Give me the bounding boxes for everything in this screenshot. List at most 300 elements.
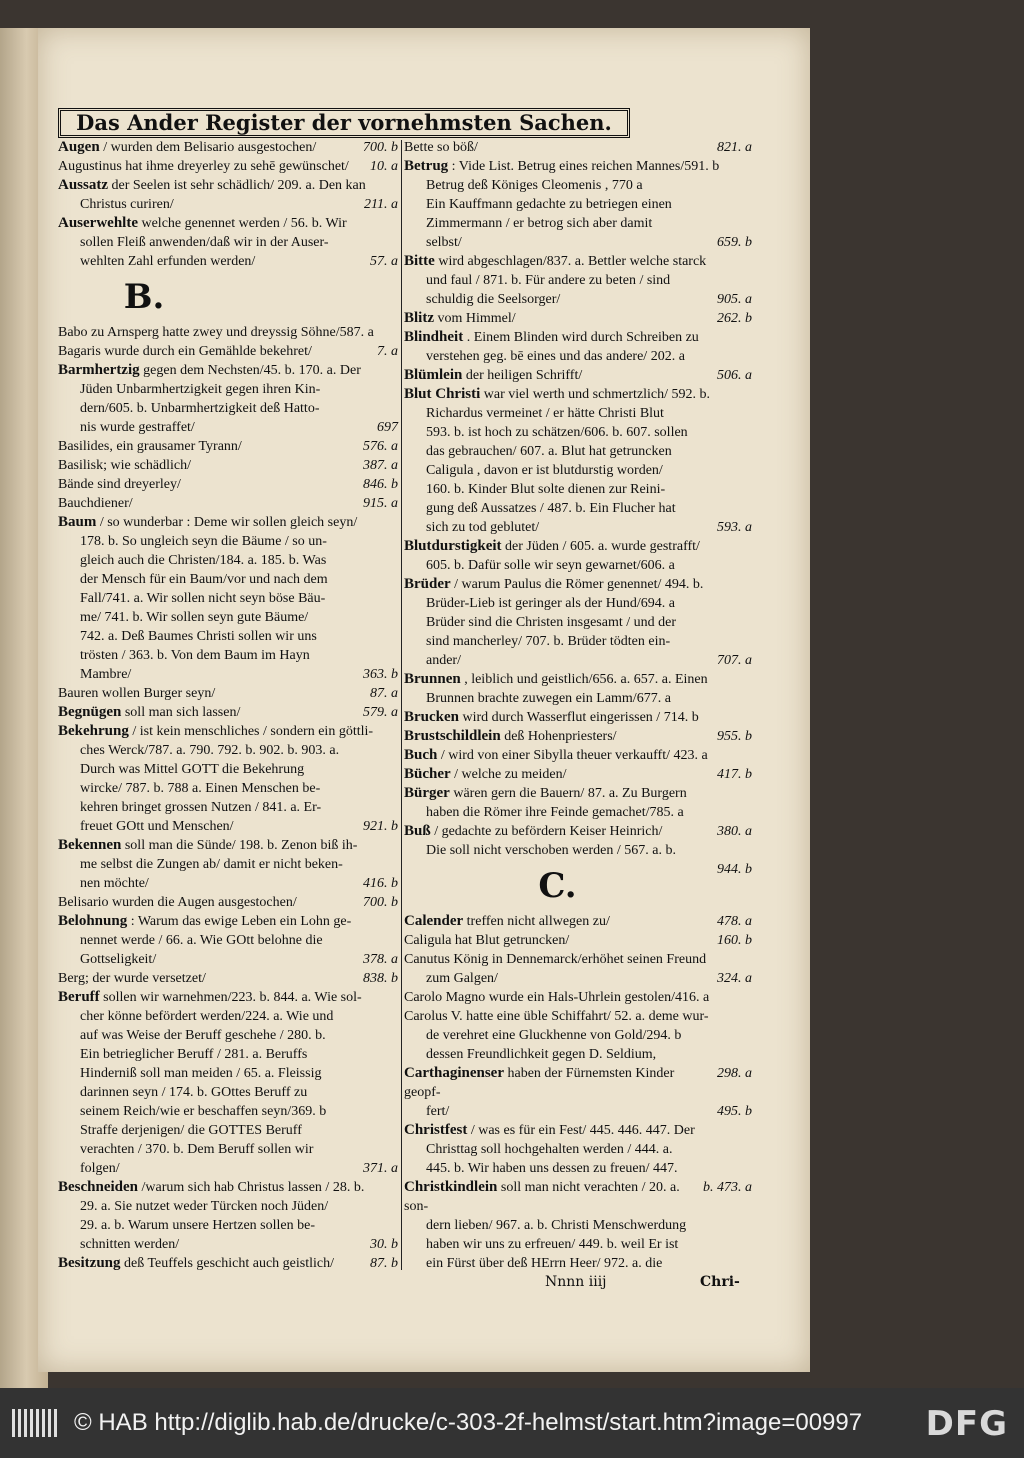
entry-text: / welche zu meiden/ [450, 767, 567, 782]
entry-text: war viel werth und schmertzlich/ 592. b. [480, 387, 711, 402]
index-entry [404, 347, 754, 366]
index-entry [58, 475, 400, 494]
index-entry [404, 1064, 754, 1102]
index-entry [58, 1026, 400, 1045]
index-entry [404, 499, 754, 518]
entry-keyword: Christfest [404, 1122, 468, 1138]
index-entry [404, 784, 754, 803]
entry-text: Caligula , davon er ist blutdurstig worden/ [426, 463, 663, 478]
entry-keyword: Bitte [404, 253, 435, 269]
entry-text: / warum Paulus die Römer genennet/ 494. b. [450, 577, 704, 592]
entry-text: wird durch Wasserflut eingerissen / 714. b [459, 710, 699, 725]
entry-text: fert/ [426, 1104, 450, 1119]
index-entry [58, 342, 400, 361]
entry-text: soll man nicht verachten / 20. a. son- [404, 1180, 680, 1214]
index-entry [58, 874, 400, 893]
index-entry [404, 746, 754, 765]
index-entry [58, 665, 400, 684]
index-entry [404, 195, 754, 214]
entry-text: /warum sich hab Christus lassen / 28. b. [138, 1180, 365, 1195]
entry-text: sollen wir warnehmen/223. b. 844. a. Wie sol- [99, 990, 362, 1005]
index-entry [58, 855, 400, 874]
page-reference: 921. b [363, 819, 398, 834]
index-entry [58, 323, 400, 342]
entry-text: nis wurde gestraffet/ [80, 420, 195, 435]
entry-text: wird abgeschlagen/837. a. Bettler welche starck [434, 254, 707, 269]
index-entry [58, 418, 400, 437]
page-reference: 363. b [363, 667, 398, 682]
page-reference: 593. a [717, 520, 752, 535]
index-entry [58, 893, 400, 912]
index-entry [58, 195, 400, 214]
index-entry [58, 1102, 400, 1121]
index-entry [58, 1140, 400, 1159]
entry-text: 742. a. Deß Baumes Christi sollen wir uns [80, 629, 317, 644]
entry-text: treffen nicht allwegen zu/ [463, 914, 610, 929]
entry-keyword: Christkindlein [404, 1179, 498, 1195]
index-entry [58, 1045, 400, 1064]
entry-text: wircke/ 787. b. 788 a. Einen Menschen be- [80, 781, 321, 796]
entry-text: Belisario wurden die Augen ausgestochen/ [58, 895, 297, 910]
index-entry [58, 1064, 400, 1083]
entry-text: haben die Römer ihre Feinde gemachet/785. a [426, 805, 684, 820]
page-reference: 417. b [717, 767, 752, 782]
entry-text: Die soll nicht verschoben werden / 567. a. b. [426, 843, 676, 858]
page-reference: 700. b [363, 895, 398, 910]
entry-text: me selbst die Zungen ab/ damit er nicht beken- [80, 857, 343, 872]
index-entry [58, 608, 400, 627]
index-entry [404, 537, 754, 556]
entry-text: / so wunderbar : Deme wir sollen gleich seyn/ [96, 515, 358, 530]
index-entry [58, 627, 400, 646]
entry-keyword: Brunnen [404, 671, 461, 687]
library-logo-icon [10, 1405, 60, 1441]
entry-keyword: Brustschildlein [404, 728, 501, 744]
entry-text: : Warum das ewige Leben ein Lohn ge- [127, 914, 352, 929]
index-entry [58, 437, 400, 456]
index-entry [404, 689, 754, 708]
entry-text: Bauchdiener/ [58, 496, 133, 511]
index-entry [404, 556, 754, 575]
index-entry [404, 233, 754, 252]
entry-text: Jüden Unbarmhertzigkeit gegen ihren Kin- [80, 382, 321, 397]
entry-text: deß Teuffels geschicht auch geistlich/ [120, 1256, 335, 1271]
entry-text: zum Galgen/ [426, 971, 498, 986]
index-entry [404, 670, 754, 689]
page-reference: b. 473. a [703, 1180, 752, 1195]
index-entry [58, 779, 400, 798]
entry-text: soll man sich lassen/ [121, 705, 241, 720]
entry-text: kehren bringet grossen Nutzen / 841. a. Er- [80, 800, 322, 815]
entry-text: / ist kein menschliches / sondern ein göttli- [128, 724, 374, 739]
entry-text: Straffe derjenigen/ die GOTTES Beruff [80, 1123, 302, 1138]
entry-text: cher könne befördert werden/224. a. Wie und [80, 1009, 334, 1024]
index-entry [404, 1045, 754, 1064]
entry-text: Betrug deß Königes Cleomenis , 770 a [426, 178, 643, 193]
index-entry [404, 1159, 754, 1178]
entry-keyword: Carthaginenser [404, 1065, 504, 1081]
entry-text: Richardus vermeinet / er hätte Christi Blut [426, 406, 664, 421]
entry-text: welche genennet werden / 56. b. Wir [137, 216, 347, 231]
page-reference: 905. a [717, 292, 752, 307]
entry-text: Bände sind dreyerley/ [58, 477, 181, 492]
entry-text: : Vide List. Betrug eines reichen Mannes/591. b [448, 159, 720, 174]
index-entry [404, 1254, 754, 1272]
page-reference: 10. a [370, 159, 398, 174]
entry-text: Hinderniß soll man meiden / 65. a. Fleissig [80, 1066, 322, 1081]
index-entry [58, 252, 400, 271]
entry-text: sind mancherley/ 707. b. Brüder tödten ein- [426, 634, 671, 649]
index-entry [404, 404, 754, 423]
entry-text: ches Werck/787. a. 790. 792. b. 902. b. 903. a. [80, 743, 340, 758]
column-divider [401, 140, 402, 1270]
index-entry [58, 380, 400, 399]
index-entry [58, 570, 400, 589]
index-entry [404, 176, 754, 195]
section-letter: B. [123, 277, 165, 317]
page-reference: 944. b [717, 862, 752, 877]
entry-text: Gottseligkeit/ [80, 952, 157, 967]
entry-text: 29. a. b. Warum unsere Hertzen sollen be- [80, 1218, 315, 1233]
entry-text: verstehen geg. bē eines und das andere/ 202. a [426, 349, 685, 364]
index-entry [58, 1235, 400, 1254]
entry-keyword: Bücher [404, 766, 451, 782]
index-entry [404, 594, 754, 613]
index-entry [404, 309, 754, 328]
entry-keyword: Bekennen [58, 837, 122, 853]
index-entry [58, 1197, 400, 1216]
index-entry [58, 1083, 400, 1102]
entry-keyword: Blindheit [404, 329, 464, 345]
page-header-title: Das Ander Register der vornehmsten Sachen. [58, 108, 630, 138]
entry-text: 160. b. Kinder Blut solte dienen zur Reini- [426, 482, 666, 497]
entry-text: Bauren wollen Burger seyn/ [58, 686, 216, 701]
page-reference: 298. a [717, 1066, 752, 1081]
entry-text: folgen/ [80, 1161, 120, 1176]
index-entry [404, 328, 754, 347]
index-entry [404, 912, 754, 931]
index-entry [404, 969, 754, 988]
section-letter: C. [538, 866, 577, 906]
entry-keyword: Bürger [404, 785, 450, 801]
index-entry [404, 461, 754, 480]
entry-keyword: Blitz [404, 310, 434, 326]
entry-text: Brunnen brachte zuwegen ein Lamm/677. a [426, 691, 671, 706]
index-entry [404, 1007, 754, 1026]
page-reference: 160. b [717, 933, 752, 948]
left-index-column [58, 138, 400, 1272]
entry-text: 605. b. Dafür solle wir seyn gewarnet/606. a [426, 558, 675, 573]
entry-keyword: Blümlein [404, 367, 463, 383]
entry-text: haben wir uns zu erfreuen/ 449. b. weil Er ist [426, 1237, 679, 1252]
page-reference: 7. a [377, 344, 398, 359]
page-reference: 495. b [717, 1104, 752, 1119]
entry-text: soll man die Sünde/ 198. b. Zenon biß ih- [121, 838, 358, 853]
page-reference: 955. b [717, 729, 752, 744]
entry-text: Christtag soll hochgehalten werden / 444. a. [426, 1142, 673, 1157]
page-reference: 915. a [363, 496, 398, 511]
entry-keyword: Barmhertzig [58, 362, 140, 378]
page-reference: 579. a [363, 705, 398, 720]
entry-text: Bagaris wurde durch ein Gemählde bekehret/ [58, 344, 312, 359]
catchword: Chri- [700, 1274, 740, 1290]
page-reference: 846. b [363, 477, 398, 492]
entry-text: Ein Kauffmann gedachte zu betriegen einen [426, 197, 672, 212]
entry-text: Babo zu Arnsperg hatte zwey und dreyssig Söhne/587. a [58, 325, 374, 340]
index-entry [58, 646, 400, 665]
entry-text: 593. b. ist hoch zu schätzen/606. b. 607. sollen [426, 425, 688, 440]
page-reference: 324. a [717, 971, 752, 986]
entry-text: Bette so böß/ [404, 140, 478, 155]
page-reference: 478. a [717, 914, 752, 929]
entry-text: dern/605. b. Unbarmhertzigkeit deß Hatto- [80, 401, 320, 416]
index-entry [404, 765, 754, 784]
index-entry [58, 722, 400, 741]
entry-keyword: Brucken [404, 709, 460, 725]
index-entry [58, 1007, 400, 1026]
entry-keyword: Besitzung [58, 1255, 121, 1271]
index-entry [58, 798, 400, 817]
entry-keyword: Blut Christi [404, 386, 481, 402]
index-entry [404, 214, 754, 233]
index-entry [404, 613, 754, 632]
entry-text: sollen Fleiß anwenden/daß wir in der Auser- [80, 235, 329, 250]
index-entry [58, 214, 400, 233]
index-entry [58, 1216, 400, 1235]
entry-text: me/ 741. b. Wir sollen seyn gute Bäume/ [80, 610, 309, 625]
signature-mark: Nnnn iiij [545, 1274, 607, 1290]
index-entry [58, 456, 400, 475]
entry-text: der heiligen Schrifft/ [462, 368, 583, 383]
index-entry [404, 1026, 754, 1045]
entry-text: Carolus V. hatte eine üble Schiffahrt/ 52. a. deme wur- [404, 1009, 709, 1024]
index-entry [404, 632, 754, 651]
entry-text: Augustinus hat ihme dreyerley zu sehē gewünschet/ [58, 159, 349, 174]
entry-text: / was es für ein Fest/ 445. 446. 447. Der [467, 1123, 695, 1138]
index-entry [58, 176, 400, 195]
entry-text: . Einem Blinden wird durch Schreiben zu [463, 330, 699, 345]
entry-text: de verehret eine Gluckhenne von Gold/294. b [426, 1028, 682, 1043]
page-reference: 211. a [364, 197, 398, 212]
entry-text: verachten / 370. b. Dem Beruff sollen wir [80, 1142, 314, 1157]
index-entry [404, 1235, 754, 1254]
entry-keyword: Aussatz [58, 177, 109, 193]
index-entry [58, 1159, 400, 1178]
right-index-column [404, 138, 754, 1272]
index-entry [58, 988, 400, 1007]
entry-text: dern lieben/ 967. a. b. Christi Menschwerdung [426, 1218, 687, 1233]
entry-text: wehlten Zahl erfunden werden/ [80, 254, 256, 269]
entry-text: Christus curiren/ [80, 197, 174, 212]
entry-text: , leiblich und geistlich/656. a. 657. a. Einen [460, 672, 708, 687]
index-entry [58, 589, 400, 608]
page-reference: 576. a [363, 439, 398, 454]
footer-bar [0, 1388, 1024, 1458]
entry-text: 178. b. So ungleich seyn die Bäume / so un- [80, 534, 327, 549]
entry-keyword: Betrug [404, 158, 449, 174]
entry-keyword: Baum [58, 514, 97, 530]
index-entry [58, 969, 400, 988]
dfg-logo: DFG [925, 1404, 1008, 1444]
page-reference: 707. a [717, 653, 752, 668]
index-entry [58, 494, 400, 513]
entry-keyword: Calender [404, 913, 464, 929]
entry-text: schuldig die Seelsorger/ [426, 292, 561, 307]
entry-text: gleich auch die Christen/184. a. 185. b. Was [80, 553, 327, 568]
index-entry [404, 1102, 754, 1121]
index-entry [404, 366, 754, 385]
index-entry [58, 817, 400, 836]
entry-text: ander/ [426, 653, 461, 668]
index-entry [404, 727, 754, 746]
index-entry [404, 931, 754, 950]
index-entry [58, 760, 400, 779]
entry-text: Zimmermann / er betrog sich aber damit [426, 216, 653, 231]
entry-text: freuet GOtt und Menschen/ [80, 819, 234, 834]
entry-keyword: Beschneiden [58, 1179, 139, 1195]
index-entry [58, 233, 400, 252]
index-entry [58, 1178, 400, 1197]
index-entry [404, 271, 754, 290]
index-entry [404, 385, 754, 404]
entry-text: 29. a. Sie nutzet weder Türcken noch Jüden/ [80, 1199, 329, 1214]
index-entry [58, 836, 400, 855]
page-reference: 87. b [370, 1256, 398, 1271]
entry-text: Carolo Magno wurde ein Hals-Uhrlein gestolen/416. a [404, 990, 710, 1005]
entry-text: Caligula hat Blut getruncken/ [404, 933, 570, 948]
page-reference: 659. b [717, 235, 752, 250]
index-entry [58, 532, 400, 551]
index-entry [58, 684, 400, 703]
entry-text: 445. b. Wir haben uns dessen zu freuen/ 447. [426, 1161, 678, 1176]
index-entry [58, 912, 400, 931]
entry-text: Durch was Mittel GOTT die Bekehrung [80, 762, 305, 777]
index-entry [58, 361, 400, 380]
entry-text: / wurden dem Belisario ausgestochen/ [99, 140, 317, 155]
index-entry [58, 157, 400, 176]
entry-text: Mambre/ [80, 667, 132, 682]
entry-text: gegen dem Nechsten/45. b. 170. a. Der [139, 363, 361, 378]
index-entry [58, 399, 400, 418]
index-entry [58, 741, 400, 760]
entry-keyword: Augen [58, 139, 100, 155]
entry-keyword: Brüder [404, 576, 451, 592]
index-entry [58, 1121, 400, 1140]
entry-keyword: Buch [404, 747, 438, 763]
entry-text: Basilisk; wie schädlich/ [58, 458, 191, 473]
entry-text: gung deß Aussatzes / 487. b. Ein Flucher hat [426, 501, 676, 516]
index-entry [404, 988, 754, 1007]
page-reference: 30. b [370, 1237, 398, 1252]
index-entry [404, 1121, 754, 1140]
index-entry [58, 703, 400, 722]
entry-text: und faul / 871. b. Für andere zu beten / sind [426, 273, 671, 288]
copyright-url-text[interactable]: © HAB http://diglib.hab.de/drucke/c-303-2f-helmst/start.htm?image=00997 [74, 1409, 863, 1436]
entry-text: Ein betrieglicher Beruff / 281. a. Beruffs [80, 1047, 308, 1062]
entry-text: der Mensch für ein Baum/vor und nach dem [80, 572, 328, 587]
entry-text: nen möchte/ [80, 876, 149, 891]
entry-text: darinnen seyn / 174. b. GOttes Beruff zu [80, 1085, 308, 1100]
entry-text: schnitten werden/ [80, 1237, 180, 1252]
entry-text: der Jüden / 605. a. wurde gestrafft/ [501, 539, 700, 554]
index-entry [404, 950, 754, 969]
page-reference: 87. a [370, 686, 398, 701]
entry-text: trösten / 363. b. Von dem Baum im Hayn [80, 648, 310, 663]
index-entry [404, 290, 754, 309]
entry-text: Fall/741. a. Wir sollen nicht seyn böse Bäu- [80, 591, 326, 606]
entry-text: Brüder sind die Christen insgesamt / und der [426, 615, 677, 630]
page-reference: 700. b [363, 140, 398, 155]
page-reference: 380. a [717, 824, 752, 839]
entry-text: der Seelen ist sehr schädlich/ 209. a. Den kan [108, 178, 366, 193]
index-entry [404, 1178, 754, 1216]
entry-text: haben der Fürnemsten Kinder geopf- [404, 1066, 675, 1100]
index-entry [58, 931, 400, 950]
entry-text: / gedachte zu befördern Keiser Heinrich/ [430, 824, 663, 839]
index-entry [404, 252, 754, 271]
entry-text: Brüder-Lieb ist geringer als der Hund/694. a [426, 596, 675, 611]
index-entry [404, 708, 754, 727]
entry-text: vom Himmel/ [434, 311, 516, 326]
entry-text: Basilides, ein grausamer Tyrann/ [58, 439, 242, 454]
entry-text: wären gern die Bauern/ 87. a. Zu Burgern [449, 786, 687, 801]
entry-keyword: Bekehrung [58, 723, 129, 739]
page-reference: 57. a [370, 254, 398, 269]
entry-keyword: Blutdurstigkeit [404, 538, 502, 554]
entry-text: das gebrauchen/ 607. a. Blut hat getruncken [426, 444, 672, 459]
entry-keyword: Belohnung [58, 913, 128, 929]
index-entry [404, 822, 754, 841]
entry-text: nennet werde / 66. a. Wie GOtt belohne die [80, 933, 323, 948]
entry-keyword: Begnügen [58, 704, 122, 720]
entry-text: / wird von einer Sibylla theuer verkaufft/ 423. a [437, 748, 708, 763]
entry-keyword: Beruff [58, 989, 100, 1005]
index-entry [404, 803, 754, 822]
page-reference: 262. b [717, 311, 752, 326]
entry-keyword: Auserwehlte [58, 215, 138, 231]
index-entry [58, 1254, 400, 1272]
index-entry [58, 950, 400, 969]
entry-text: ein Fürst über deß HErrn Heer/ 972. a. die [426, 1256, 663, 1271]
index-entry [58, 551, 400, 570]
page-reference: 378. a [363, 952, 398, 967]
index-entry [404, 157, 754, 176]
entry-text: dessen Freundlichkeit gegen D. Seldium, [426, 1047, 657, 1062]
entry-text: seinem Reich/wie er beschaffen seyn/369. b [80, 1104, 327, 1119]
index-entry [404, 1140, 754, 1159]
page-reference: 506. a [717, 368, 752, 383]
index-entry [404, 575, 754, 594]
entry-text: sich zu tod geblutet/ [426, 520, 540, 535]
page-reference: 371. a [363, 1161, 398, 1176]
index-entry [404, 1216, 754, 1235]
entry-text: Canutus König in Dennemarck/erhöhet seinen Freund [404, 952, 707, 967]
index-entry [404, 518, 754, 537]
page-reference: 416. b [363, 876, 398, 891]
index-entry [404, 423, 754, 442]
index-entry [58, 513, 400, 532]
index-entry [404, 480, 754, 499]
page-reference: 387. a [363, 458, 398, 473]
index-entry [404, 138, 754, 157]
page-reference: 821. a [717, 140, 752, 155]
index-entry [404, 841, 754, 860]
entry-text: selbst/ [426, 235, 462, 250]
index-entry [58, 138, 400, 157]
page-reference: 838. b [363, 971, 398, 986]
entry-text: deß Hohenpriesters/ [500, 729, 617, 744]
page-reference: 697 [377, 420, 398, 435]
